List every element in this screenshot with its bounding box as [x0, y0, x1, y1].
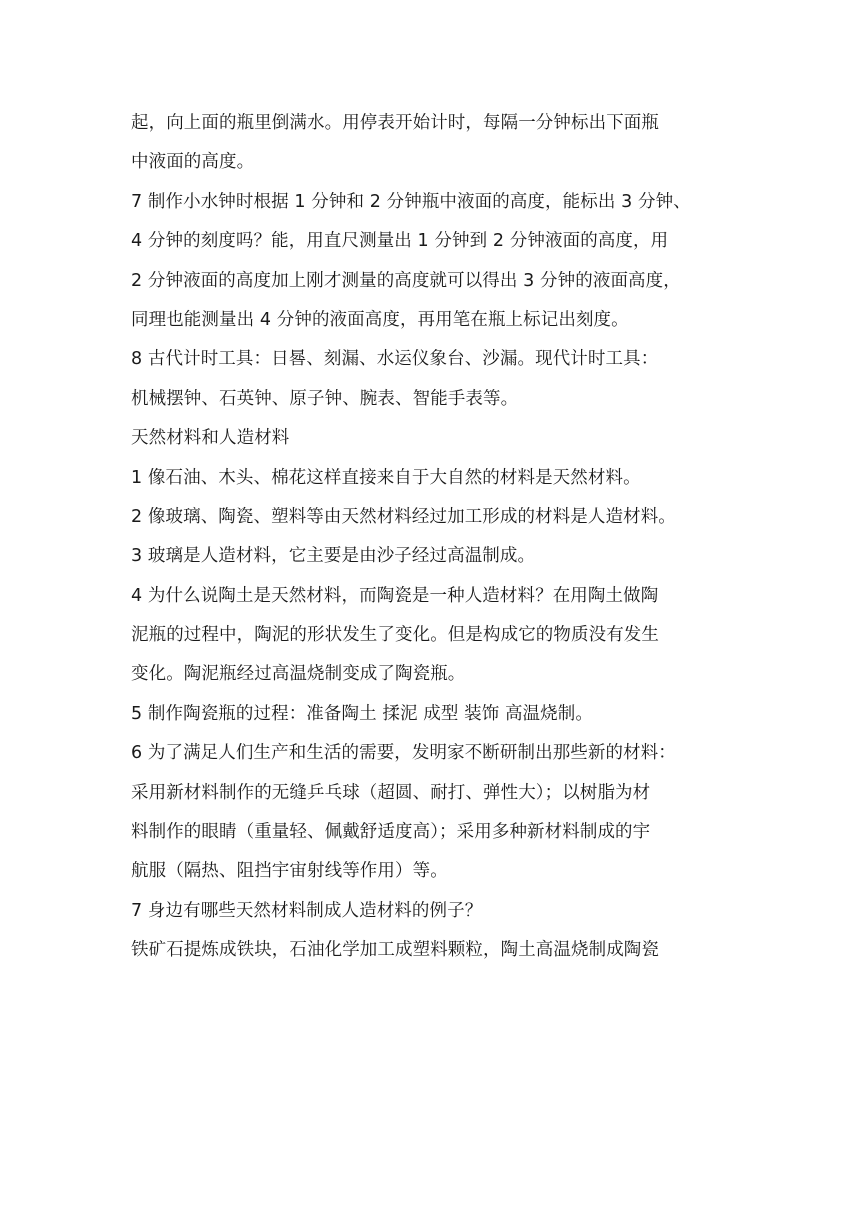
- text-line-7: 8 古代计时工具：日晷、刻漏、水运仪象台、沙漏。现代计时工具：: [131, 349, 659, 370]
- text-line-11: 2 像玻璃、陶瓷、塑料等由天然材料经过加工形成的材料是人造材料。: [131, 506, 676, 527]
- text-line-13: 4 为什么说陶土是天然材料，而陶瓷是一种人造材料？在用陶土做陶: [131, 585, 659, 606]
- text-line-10: 1 像石油、木头、棉花这样直接来自于大自然的材料是天然材料。: [131, 467, 641, 488]
- text-line-6: 同理也能测量出 4 分钟的液面高度，再用笔在瓶上标记出刻度。: [131, 309, 629, 330]
- text-line-15: 变化。陶泥瓶经过高温烧制变成了陶瓷瓶。: [131, 664, 466, 685]
- text-line-5: 2 分钟液面的高度加上刚才测量的高度就可以得出 3 分钟的液面高度，: [131, 270, 681, 291]
- text-line-20: 航服（隔热、阻挡宇宙射线等作用）等。: [131, 861, 448, 882]
- text-line-1: 起，向上面的瓶里倒满水。用停表开始计时，每隔一分钟标出下面瓶: [131, 113, 659, 133]
- text-line-2: 中液面的高度。: [131, 152, 255, 173]
- text-line-19: 料制作的眼睛（重量轻、佩戴舒适度高）；采用多种新材料制成的宇: [131, 822, 651, 843]
- text-line-12: 3 玻璃是人造材料，它主要是由沙子经过高温制成。: [131, 546, 536, 567]
- text-line-22: 铁矿石提炼成铁块，石油化学加工成塑料颗粒，陶土高温烧制成陶瓷: [131, 940, 659, 961]
- text-line-8: 机械摆钟、石英钟、原子钟、腕表、智能手表等。: [131, 388, 519, 409]
- text-line-4: 4 分钟的刻度吗？能，用直尺测量出 1 分钟到 2 分钟液面的高度，用: [131, 231, 669, 252]
- text-line-3: 7 制作小水钟时根据 1 分钟和 2 分钟瓶中液面的高度，能标出 3 分钟、: [131, 191, 691, 212]
- section-heading: 天然材料和人造材料: [131, 428, 290, 449]
- text-line-17: 6 为了满足人们生产和生活的需要，发明家不断研制出那些新的材料：: [131, 743, 676, 764]
- text-line-14: 泥瓶的过程中，陶泥的形状发生了变化。但是构成它的物质没有发生: [131, 625, 659, 646]
- text-line-21: 7 身边有哪些天然材料制成人造材料的例子？: [131, 900, 483, 921]
- document-body: [131, 104, 736, 971]
- text-line-16: 5 制作陶瓷瓶的过程：准备陶土 揉泥 成型 装饰 高温烧制。: [131, 703, 593, 724]
- text-line-18: 采用新材料制作的无缝乒乓球（超圆、耐打、弹性大）；以树脂为材: [131, 782, 651, 803]
